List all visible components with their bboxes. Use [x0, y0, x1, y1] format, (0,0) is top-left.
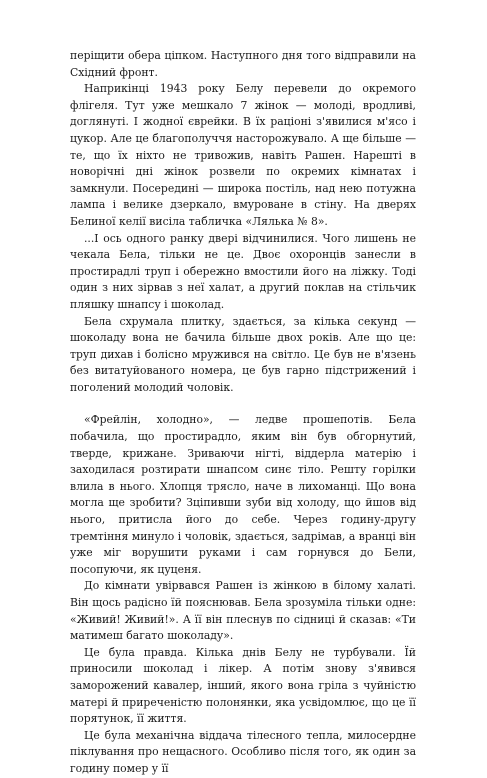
paragraph-chocolate: Бела схрумала плитку, здається, за кілька секунд — шоколаду вона не бачила більше двох років. Але що це: труп дихав і болісно мружився на світло. Це був не в'язень без витатуйованого номера, це був гарно підстрижений і поголений молодий чоловік.	[70, 314, 416, 394]
document-page	[70, 48, 416, 778]
section-break	[70, 396, 416, 412]
paragraph-truth: Це була правда. Кілька днів Белу не турбували. Їй приносили шоколад і лікер. А потім знову з'явився заморожений кавалер, інший, якого вона гріла з чуйністю матері й приреченістю полонянки, яка усвідомлює, що це її порятунок, її життя.	[70, 645, 416, 726]
paragraph-flight-1943: Наприкінці 1943 року Белу перевели до окремого флігеля. Тут уже мешкало 7 жінок — молоді, вродливі, доглянуті. І жодної єврейки. В їх раціоні з'явилися м'ясо і цукор. Але це благополуччя насторожувало. А ще більше — те, що їх ніхто не тривожив, навіть Рашен. Нарешті в новорічні дні жінок розвели по окремих кімнатах і замкнули. Посередині — широка постіль, над нею потужна лампа і велике дзеркало, вмуроване в стіну. На дверях Белиної келії висіла табличка «Лялька № 8».	[70, 82, 416, 228]
paragraph-door-opened: ...І ось одного ранку двері відчинилися. Чого лишень не чекала Бела, тільки не це. Двоє охоронців занесли в простирадлі труп і обережно вмостили його на ліжку. Тоді один з них зірвав з неї халат, а другий поклав на стільчик пляшку шнапсу і шоколад.	[70, 231, 416, 311]
paragraph-mechanical: Це була механічна віддача тілесного тепла, милосердне піклування про нещасного. Особливо після того, як один за годину помер у її	[70, 728, 416, 775]
paragraph-cold: «Фрейлін, холодно», — ледве прошепотів. Бела побачила, що простирадло, яким він був обгорнутий, тверде, крижане. Зриваючи нігті, віддерла матерію і заходилася розтирати шнапсом синє тіло. Решту горілки влила в нього. Хлопця трясло, наче в лихоманці. Що вона могла ще зробити? Зціпивши зуби від холоду, що йшов від нього, притисла його до себе. Через годину-другу тремтіння минуло і чоловік, здається, задрімав, а вранці він уже міг ворушити руками і сам горнувся до Бели, посопуючи, як цуценя.	[70, 413, 416, 576]
paragraph-rashen-enters: До кімнати увірвався Рашен із жінкою в білому халаті. Він щось радісно їй пояснював. Бела зрозуміла тільки одне: «Живий! Живий!». А її він плеснув по сідниці й сказав: «Ти матимеш багато шоколаду».	[70, 579, 416, 643]
paragraph-continuation: періщити обера ціпком. Наступного дня того відправили на Східний фронт.	[70, 49, 416, 79]
